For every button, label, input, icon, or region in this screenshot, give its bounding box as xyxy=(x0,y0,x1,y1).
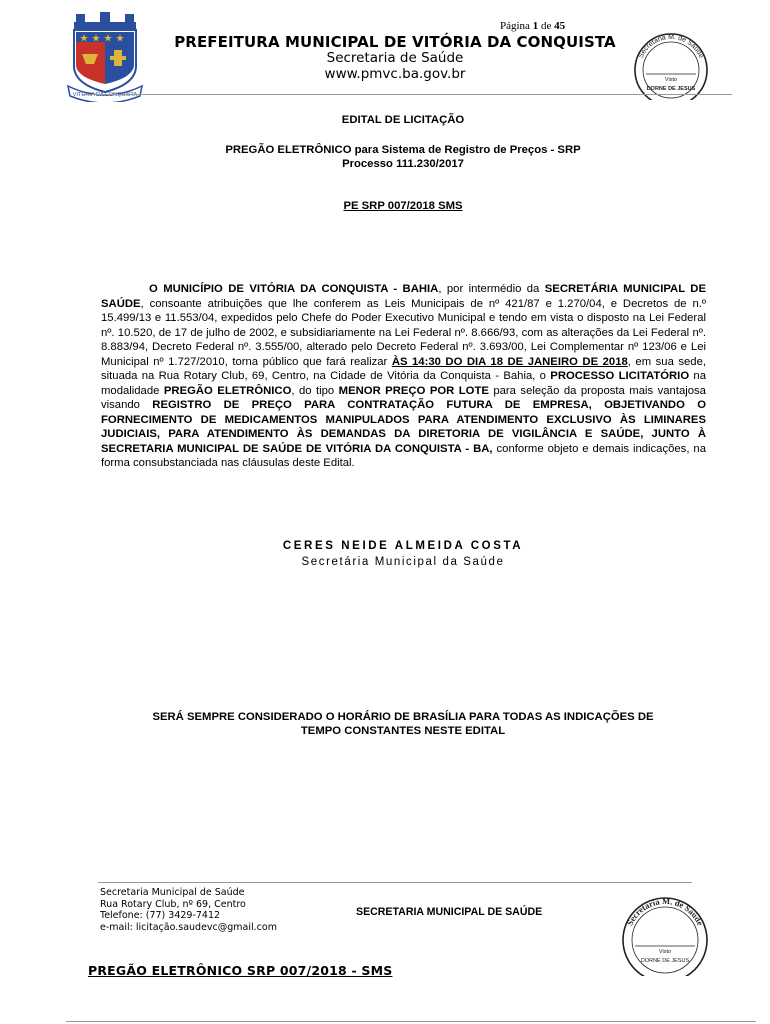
footer-divider xyxy=(98,882,692,883)
footer-phone: Telefone: (77) 3429-7412 xyxy=(100,910,221,921)
notice-line-1: SERÁ SEMPRE CONSIDERADO O HORÁRIO DE BRASÍLIA PARA TODAS AS INDICAÇÕES DE xyxy=(152,711,654,723)
body-text-4: na modalidade xyxy=(101,370,706,397)
stamp-name: DORNE DE JESUS xyxy=(646,86,696,92)
header-title: PREFEITURA MUNICIPAL DE VITÓRIA DA CONQUISTA xyxy=(174,33,616,51)
page-number xyxy=(500,20,565,32)
pregao-heading xyxy=(80,143,726,171)
stamp-arc-text: Secretaria M. de Saúde xyxy=(637,33,705,60)
signer-name: CERES NEIDE ALMEIDA COSTA xyxy=(282,540,524,552)
municipal-crest-logo xyxy=(66,12,144,102)
body-modalidade: PREGÃO ELETRÔNICO xyxy=(163,384,292,397)
body-processo: PROCESSO LICITATÓRIO xyxy=(550,370,690,382)
footer-addr-line-1: Secretaria Municipal de Saúde xyxy=(100,887,245,898)
pe-srp-text: PE SRP 007/2018 SMS xyxy=(343,200,463,212)
body-text-3: , em sua sede, situada na Rua Rotary Club, 69, Centro, na Cidade de Vitória da Conquista - Bahia, o xyxy=(101,355,706,382)
page-label: Página xyxy=(500,20,530,32)
footer-stamp xyxy=(615,896,715,976)
top-stamp xyxy=(630,30,712,100)
footer-addr-line-2: Rua Rotary Club, nº 69, Centro xyxy=(100,898,246,910)
bottom-divider xyxy=(66,1021,756,1022)
page-of: de xyxy=(540,20,552,32)
svg-text:Secretaria M. de Saúde xyxy=(638,34,705,59)
website-url: www.pmvc.ba.gov.br xyxy=(324,66,466,82)
body-secretaria: SECRETÁRIA MUNICIPAL DE SAÚDE xyxy=(101,283,706,310)
body-text-7: conforme objeto e demais indicações, na forma consubstanciada nas cláusulas deste Edital. xyxy=(101,442,706,469)
header-subtitle xyxy=(150,50,640,82)
body-objeto: REGISTRO DE PREÇO PARA CONTRATAÇÃO FUTURA DE EMPRESA, OBJETIVANDO O FORNECIMENTO DE MEDICAMENTOS MANIPULADOS PARA ATENDIMENTO EXCLUSIVO ÀS LIMINARES JUDICIAIS, PARA ATENDIMENTO ÀS DEMANDAS DA DIRETORIA DE VIGILÂNCIA E SAÚDE, JUNTO À SECRETARIA MUNICIPAL DE SAÚDE DE VITÓRIA DA CONQUISTA - BA, xyxy=(101,399,706,455)
body-paragraph xyxy=(101,282,706,471)
crest-ribbon-text: VITÓRIA DA CONQUISTA xyxy=(72,92,138,98)
footer-address xyxy=(100,887,277,933)
header-divider xyxy=(82,94,732,95)
footer-stamp-name: DORNE DE JESUS xyxy=(640,958,690,964)
stamp-visto: Visto xyxy=(664,77,678,83)
body-text-1: , por intermédio da xyxy=(438,283,545,295)
body-text-5: , do tipo xyxy=(291,384,339,397)
body-date: ÀS 14:30 DO DIA 18 DE JANEIRO DE 2018 xyxy=(391,355,628,368)
body-tipo: MENOR PREÇO POR LOTE xyxy=(338,384,489,397)
edital-heading: EDITAL DE LICITAÇÃO xyxy=(341,114,465,126)
footer-email: e-mail: licitação.saudevc@gmail.com xyxy=(100,921,277,933)
footer-document-title: PREGÃO ELETRÔNICO SRP 007/2018 - SMS xyxy=(88,963,393,978)
page-total: 45 xyxy=(554,20,566,32)
notice-line-2: TEMPO CONSTANTES NESTE EDITAL xyxy=(300,725,506,737)
body-text-2: , consoante atribuições que lhe conferem as Leis Municipais de nº 421/87 e 1.270/04, e Decretos de n.º 15.499/13 e 11.553/04, expedidos pelo Chefe do Poder Executivo Municipal e tendo em vista o disposto na Lei Federal nº. 10.520, de 17 de julho de 2002, e subsidiariamente na Lei Federal nº. 8.666/93, com as alterações da Lei Federal nº. 8.883/94, Decreto Federal nº. 3.555/00, alterado pelo Decreto Federal nº. 3.693/00, Lei Complementar nº 123/06 e Lei Municipal nº 1.727/2010, torna público que fará realizar xyxy=(101,297,706,368)
footer-stamp-arc-text: Secretaria M. de Saúde xyxy=(624,896,706,928)
time-notice xyxy=(80,710,726,738)
page-current: 1 xyxy=(532,20,539,32)
footer-secretaria: SECRETARIA MUNICIPAL DE SAÚDE xyxy=(356,906,543,918)
pe-srp-heading xyxy=(80,199,726,213)
pregao-line: PREGÃO ELETRÔNICO para Sistema de Registro de Preços - SRP xyxy=(225,144,581,156)
body-municipio: O MUNICÍPIO DE VITÓRIA DA CONQUISTA - BAHIA xyxy=(149,283,439,295)
signer-role: Secretária Municipal da Saúde xyxy=(301,556,505,568)
department-name: Secretaria de Saúde xyxy=(326,50,464,66)
footer-stamp-visto: Visto xyxy=(658,949,672,955)
processo-line: Processo 111.230/2017 xyxy=(342,158,464,170)
body-text-6: para seleção da proposta mais vantajosa visando xyxy=(101,384,706,411)
